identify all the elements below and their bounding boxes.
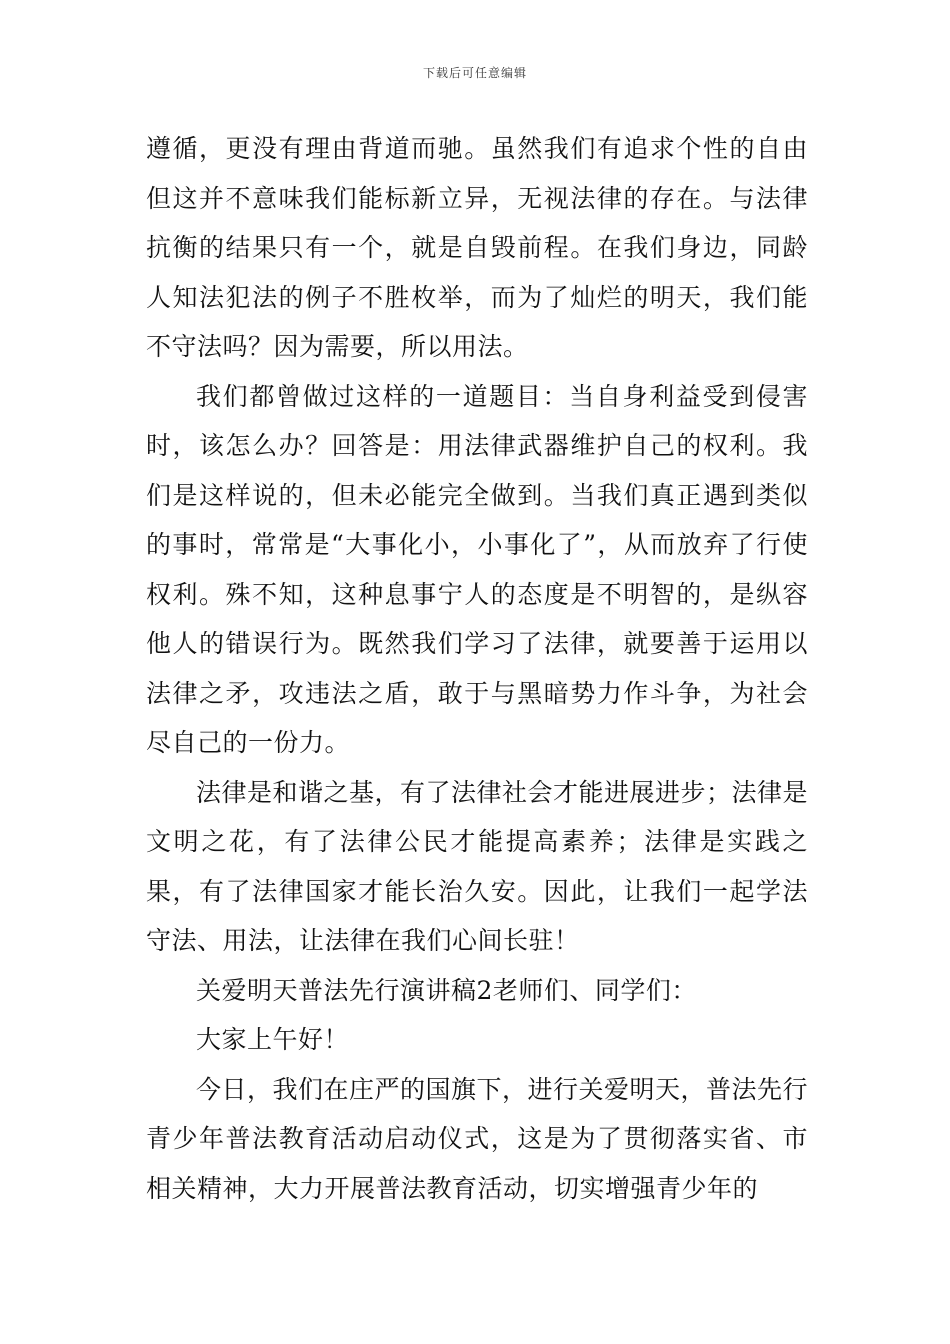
paragraph-2: 我们都曾做过这样的一道题目：当自身利益受到侵害时，该怎么办？回答是：用法律武器维护自己的权利。我们是这样说的，但未必能完全做到。当我们真正遇到类似的事时，常常是“大事化小，小事化了”，从而放弃了行使权利。殊不知，这种息事宁人的态度是不明智的，是纵容他人的错误行为。既然我们学习了法律，就要善于运用以法律之矛，攻违法之盾，敢于与黑暗势力作斗争，为社会尽自己的一份力。: [146, 381, 808, 757]
paragraph-3: 法律是和谐之基，有了法律社会才能进展进步；法律是文明之花，有了法律公民才能提高素养；法律是实践之果，有了法律国家才能长治久安。因此，让我们一起学法守法、用法，让法律在我们心间长驻！: [146, 777, 809, 955]
paragraph-1: 遵循，更没有理由背道而驰。虽然我们有追求个性的自由但这并不意味我们能标新立异，无视法律的存在。与法律抗衡的结果只有一个，就是自毁前程。在我们身边，同龄人知法犯法的例子不胜枚举，而为了灿烂的明天，我们能不守法吗？因为需要，所以用法。: [146, 134, 808, 361]
speech-title-line: 关爱明天普法先行演讲稿2老师们、同学们：: [196, 975, 697, 1005]
paragraph-6: 今日，我们在庄严的国旗下，进行关爱明天，普法先行青少年普法教育活动启动仪式，这是为了贯彻落实省、市相关精神，大力开展普法教育活动，切实增强青少年的: [146, 1074, 809, 1203]
greeting-line: 大家上午好！: [196, 1025, 350, 1054]
page-header-caption: 下载后可任意编辑: [422, 66, 527, 80]
document-body: [146, 124, 808, 1213]
